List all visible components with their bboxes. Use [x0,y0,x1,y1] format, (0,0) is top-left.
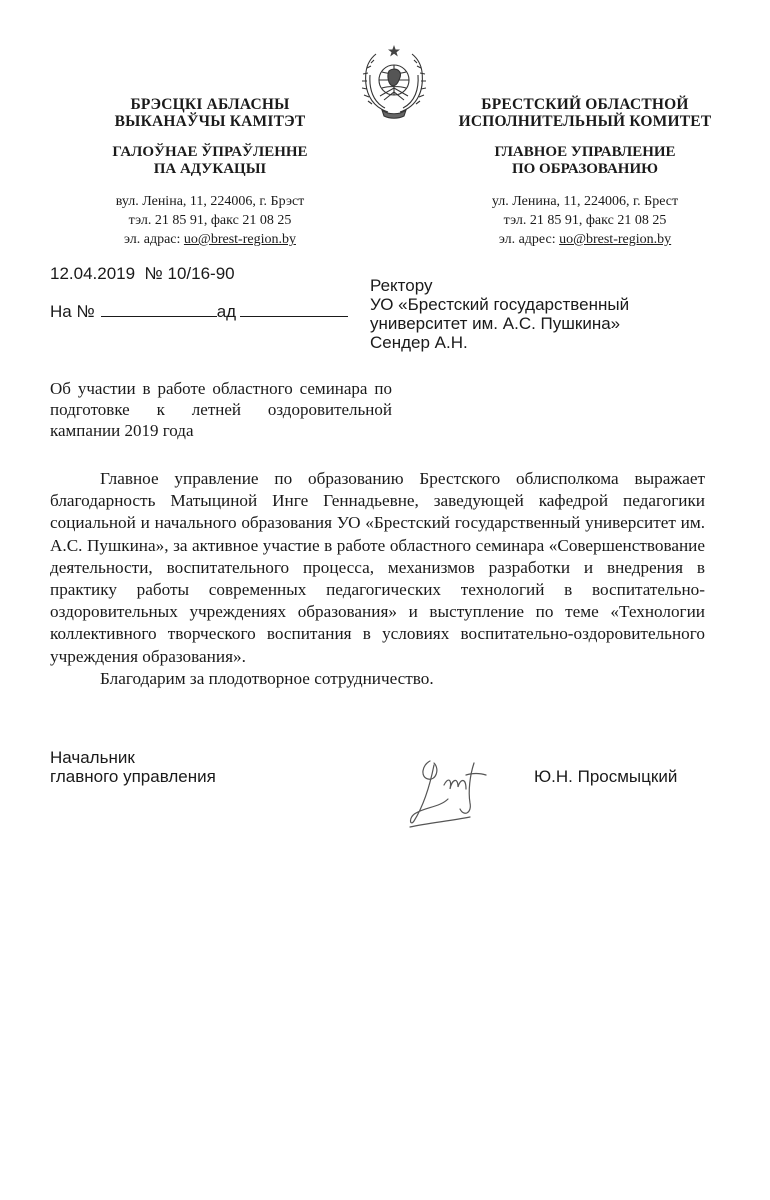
dept-name-line: ПА АДУКАЦЫІ [153,161,267,177]
contact-block-by [75,192,345,249]
reference-number-blank [101,302,217,317]
dept-name-ru [440,144,730,178]
org-name-ru [440,96,730,130]
org-name-line: БРЭСЦКІ АБЛАСНЫ [130,96,290,113]
email-link[interactable]: uo@brest-region.by [183,232,296,247]
addressee-line: УО «Брестский государственный [370,295,630,314]
addressee-line: Ректору [370,276,433,295]
dept-name-line: ГЛАВНОЕ УПРАВЛЕНИЕ [494,144,676,160]
dept-name-line: ГАЛОЎНАЕ ЎПРАЎЛЕННЕ [112,144,308,160]
addressee-block [370,276,700,352]
org-name-by [75,96,345,130]
reference-prefix: На № [50,302,95,321]
reference-line [50,302,348,322]
dept-name-line: ПО ОБРАЗОВАНИЮ [511,161,659,177]
contact-block-ru [440,192,730,249]
email-label: эл. адрес: [498,232,560,247]
email-line [75,230,345,249]
state-emblem-icon [358,42,430,120]
signatory-title-line: главного управления [50,767,216,786]
address-line: вул. Леніна, 11, 224006, г. Брэст [115,194,305,209]
handwritten-signature [400,755,500,835]
email-label: эл. адрас: [124,232,184,247]
address-line: ул. Ленина, 11, 224006, г. Брест [491,194,679,209]
document-number: № 10/16-90 [144,264,235,283]
dept-name-by [75,144,345,178]
addressee-line: Сендер А.Н. [370,333,468,352]
signatory-title [50,748,216,786]
email-line [440,230,730,249]
document-date: 12.04.2019 [50,264,136,283]
header-left-belarusian [75,96,345,249]
letter-subject: Об участии в работе областного семинара по подготовке к летней оздоровительной кампании 2019 года [50,379,392,440]
reference-date-blank [240,302,348,317]
header-right-russian [440,96,730,249]
document-date-number [50,264,235,284]
org-name-line: ИСПОЛНИТЕЛЬНЫЙ КОМИТЕТ [458,113,712,130]
body-paragraph: Главное управление по образованию Брестского облисполкома выражает благодарность Матыциной Инге Геннадьевне, заведующей кафедрой педагогики социальной и начального образования УО «Брестский государственный университет им. А.С. Пушкина», за активное участие в работе областного семинара «Совершенствование деятельности, воспитательного процесса, механизмов разработки и внедрения в практику работы современных педагогических технологий в воспитательно-оздоровительных учреждениях образования» и выступление по теме «Технологии коллективного творческого воспитания в условиях воспитательно-оздоровительного учреждения образования». [50,469,705,666]
addressee-line: университет им. А.С. Пушкина» [370,314,621,333]
signatory-name: Ю.Н. Просмыцкий [534,767,678,786]
body-paragraph: Благодарим за плодотворное сотрудничество. [100,668,434,688]
org-name-line: БРЕСТСКИЙ ОБЛАСТНОЙ [481,96,689,113]
signatory-title-line: Начальник [50,748,135,767]
phone-line: тэл. 21 85 91, факс 21 08 25 [503,213,667,228]
email-link[interactable]: uo@brest-region.by [559,232,672,247]
org-name-line: ВЫКАНАЎЧЫ КАМІТЭТ [114,113,306,130]
letter-body [50,468,705,690]
reference-from-label: ад [216,302,237,321]
phone-line: тэл. 21 85 91, факс 21 08 25 [128,213,292,228]
